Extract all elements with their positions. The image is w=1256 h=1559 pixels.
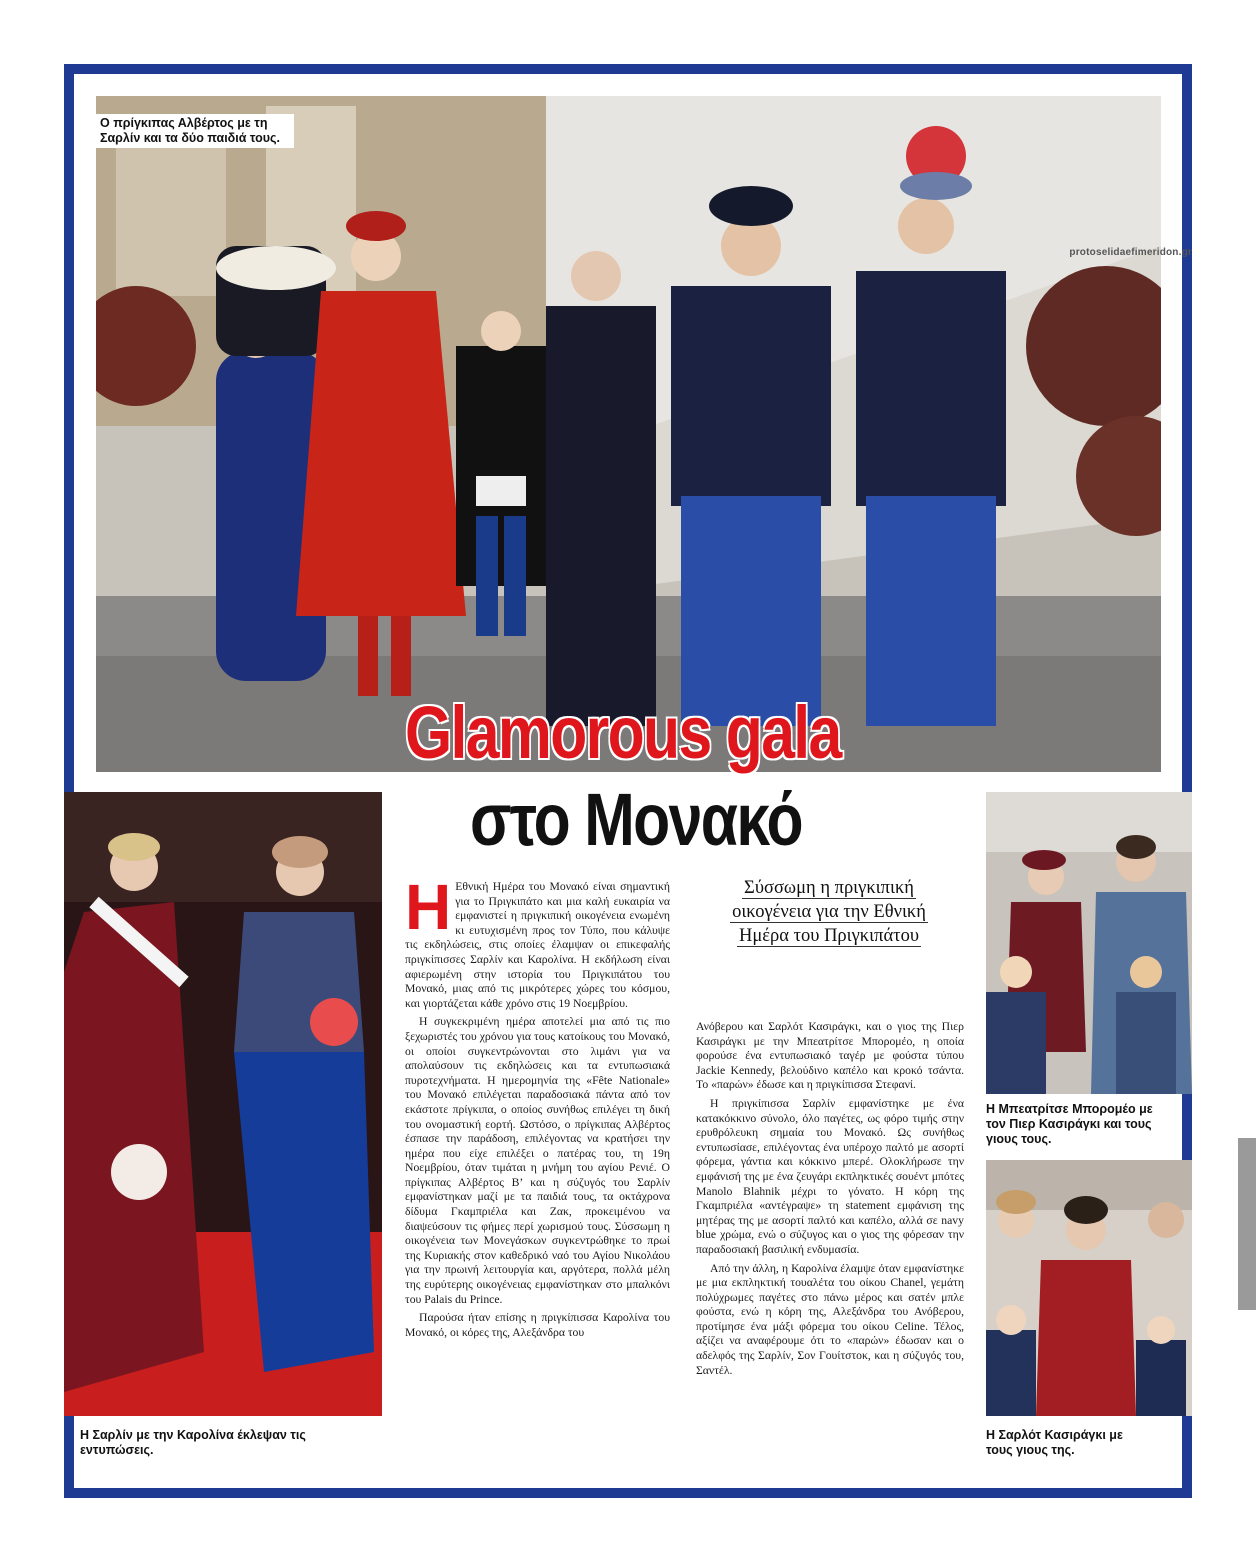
article-paragraph: Ανόβερου και Σαρλότ Κασιράγκι, και ο γιος της Πιερ Κασιράγκι με την Μπεατρίτσε Μπορoμέο, η οποία φορούσε ένα εντυπωσιακό ταγέρ με φούστα τύπου Jackie Kennedy, βελούδινο καπέλο και κροκό τσάντα. Το «παρών» έδωσε και η πριγκίπισσα Στεφανί. bbox=[696, 1020, 964, 1092]
article-paragraph: Παρούσα ήταν επίσης η πριγκίπισσα Καρολίνα του Μονακό, οι κόρες της, Αλεξάνδρα του bbox=[405, 1311, 670, 1339]
caption-right-bottom-photo: Η Σαρλότ Κασιράγκι με τους γιους της. bbox=[986, 1428, 1136, 1458]
subheadline-line3: Ημέρα του Πριγκιπάτου bbox=[739, 926, 919, 946]
subheadline-line2: οικογένεια για την Εθνική bbox=[732, 902, 926, 922]
right-bottom-photo-charlotte bbox=[986, 1160, 1192, 1416]
headline-line2: στο Μονακό bbox=[470, 778, 802, 861]
watermark-text: protoselidaefimeridon.gr bbox=[1069, 247, 1192, 258]
article-paragraph: Η πριγκίπισσα Σαρλίν εμφανίστηκε με ένα κατακόκκινο σύνολο, όλο παγέτες, ως φόρο τιμής στην ερυθρόλευκη σημαία του Μονακό. Ως συνήθως εντυπωσίασε, επιλέγοντας ένα υπέροχο παλτό με ασορτί φόρεμα, γάντια και κόκκινο μπερέ. Ολοκλήρωσε την εμφάνισή της με ένα ζευγάρι εκπληκτικές σουέντ μπότες Manolo Blahnik μέχρι το γόνατο. Η κόρη της Γκαμπριέλα «αντέγραψε» τη statement εμφάνιση της μητέρας της με ασορτί παλτό και καπέλο, αλλά σε navy blue χρώμα, ενώ ο σύζυγος και ο γιος της φόρεσαν την παραδοσιακή βασιλική ενδυμασία. bbox=[696, 1096, 964, 1256]
subheadline-line1: Σύσσωμη η πριγκιπική bbox=[744, 878, 914, 898]
drop-cap: Η bbox=[405, 871, 452, 943]
headline-line1: Glamorous gala bbox=[405, 691, 841, 774]
article-paragraph: Από την άλλη, η Καρολίνα έλαμψε όταν εμφανίστηκε με μια εκπληκτική τουαλέτα του οίκου Chanel, γεμάτη πολύχρωμες παγέτες στο πάνω μέρος και σατέν μπλε φούστα, ενώ η κόρη της, Αλεξάνδρα του Ανόβερου, προτίμησε ένα μάξι φόρεμα του οίκου Celine. Τέλος, αξίζει να αναφέρουμε ότι το «παρών» έδωσαν και ο αδελφός της Σαρλίν, Σον Γουίτστοκ, και η σύζυγός του, Σαντέλ. bbox=[696, 1261, 964, 1377]
article-paragraph: Η Εθνική Ημέρα του Μονακό είναι σημαντική για το Πριγκιπάτο και μια καλή ευκαιρία να εμφανιστεί η πριγκιπική οικογένεια ενωμένη κι ευτυχισμένη προς τον Τύπο, που κάλυψε τις εκδηλώσεις, στις οποίες έλαμψαν οι επικεφαλής πριγκίπισσες Σαρλίν και Καρολίνα. Η εκδήλωση είναι αφιερωμένη στην ιστορία του Πριγκιπάτου του Μονακό, μιας από τις μικρότερες χώρες του κόσμου, και γιορτάζεται κάθε χρόνο στις 19 Νοεμβρίου. bbox=[405, 871, 670, 1010]
article-column-1 bbox=[405, 871, 670, 1344]
article-paragraph: Η συγκεκριμένη ημέρα αποτελεί μια από τις πιο ξεχωριστές του χρόνου για τους κατοίκους του Μονακό, οι οποίοι συγκεντρώνονται στο λιμάνι για να απολαύσουν τις εκδηλώσεις και τα εντυπωσιακά πυροτεχνήματα. Η ημερομηνία της «Fête Nationale» του Μονακό επιλέγεται παραδοσιακά πάντα από τον εκάστοτε πρίγκιπα, ο οποίος συνήθως επιλέγει τη δική του ονομαστική εορτή. Ωστόσο, ο πρίγκιπας Αλβέρτος έσπασε την παράδοση, επιλέγοντας να κρατήσει την ημέρα που είχε επιλέξει ο πατέρας του, τη 19η Νοεμβρίου, όταν τιμάται η μνήμη του αγίου Ρενιέ. Ο πρίγκιπας Αλβέρτος Β’ και η σύζυγός του Σαρλίν εμφανίστηκαν μαζί με τα παιδιά τους, τα οκτάχρονα δίδυμα Γκαμπριέλα και Ζακ, προκειμένου να διαψεύσουν τις φήμες περί χωρισμού τους. Σύσσωμη η οικογένεια των Μονεγάσκων συγκεντρώθηκε το πρωί της Κυριακής στον καθεδρικό ναό του Αγίου Νικολάου για την πρωινή λειτουργία και, αργότερα, πολλά μέλη της ευρύτερης οικογένειας εμφανίστηκαν στο μπαλκόνι του Palais du Prince. bbox=[405, 1015, 670, 1306]
caption-left-photo: Η Σαρλίν με την Καρολίνα έκλεψαν τις εντυπώσεις. bbox=[80, 1428, 340, 1458]
top-photo-royal-family bbox=[96, 96, 1161, 772]
caption-right-top-photo: Η Μπεατρίτσε Μπορoμέο με τον Πιερ Κασιράγκι και τους γιους τους. bbox=[986, 1102, 1156, 1147]
right-top-photo-beatrice-pierre bbox=[986, 792, 1192, 1094]
subheadline bbox=[700, 876, 958, 948]
caption-top-photo: Ο πρίγκιπας Αλβέρτος με τη Σαρλίν και τα δύο παιδιά τους. bbox=[96, 114, 294, 148]
left-photo-charlene-caroline bbox=[64, 792, 382, 1416]
article-column-2 bbox=[696, 1020, 964, 1382]
page-edge-tab bbox=[1238, 1138, 1256, 1310]
